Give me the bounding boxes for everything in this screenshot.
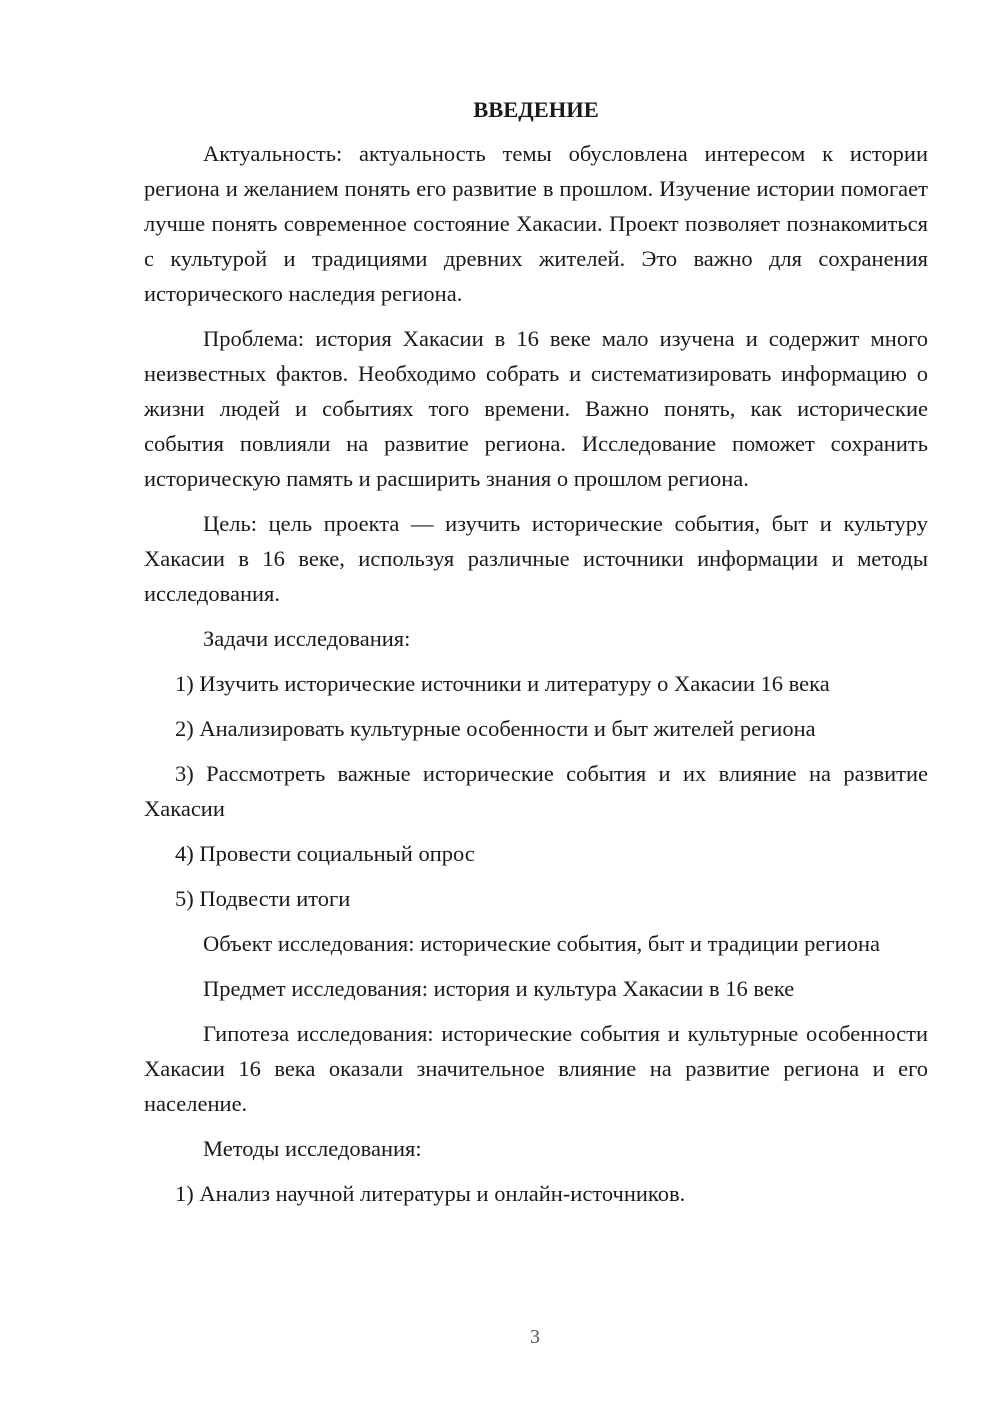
subject-paragraph: Предмет исследования: история и культура Хакасии в 16 веке — [203, 976, 795, 1001]
goal-paragraph: Цель: цель проекта — изучить исторические события, быт и культуру Хакасии в 16 веке, используя различные источники информации и методы исследования. — [144, 511, 928, 606]
list-item: 4) Провести социальный опрос — [175, 841, 475, 866]
list-item: 2) Анализировать культурные особенности и быт жителей региона — [175, 716, 816, 741]
hypothesis-paragraph: Гипотеза исследования: исторические события и культурные особенности Хакасии 16 века оказали значительное влияние на развитие региона и его население. — [144, 1021, 928, 1116]
relevance-paragraph: Актуальность: актуальность темы обусловлена интересом к истории региона и желанием понять его развитие в прошлом. Изучение истории помогает лучше понять современное состояние Хакасии. Проект позволяет познакомиться с культурой и традициями древних жителей. Это важно для сохранения исторического наследия региона. — [144, 141, 928, 306]
list-item: 1) Анализ научной литературы и онлайн-источников. — [175, 1181, 686, 1206]
list-item: 5) Подвести итоги — [175, 886, 351, 911]
tasks-heading: Задачи исследования: — [203, 626, 411, 651]
document-page — [144, 92, 928, 1221]
page-title: ВВЕДЕНИЕ — [473, 97, 599, 122]
page-number: 3 — [530, 1326, 540, 1348]
problem-paragraph: Проблема: история Хакасии в 16 веке мало изучена и содержит много неизвестных фактов. Необходимо собрать и систематизировать информацию о жизни людей и событиях того времени. Важно понять, как исторические события повлияли на развитие региона. Исследование поможет сохранить историческую память и расширить знания о прошлом региона. — [144, 326, 928, 491]
tasks-list — [144, 666, 928, 916]
methods-list — [144, 1176, 928, 1211]
list-item: 1) Изучить исторические источники и литературу о Хакасии 16 века — [175, 671, 830, 696]
list-item: 3) Рассмотреть важные исторические события и их влияние на развитие Хакасии — [144, 761, 928, 821]
object-paragraph: Объект исследования: исторические события, быт и традиции региона — [203, 931, 880, 956]
methods-heading: Методы исследования: — [203, 1136, 422, 1161]
